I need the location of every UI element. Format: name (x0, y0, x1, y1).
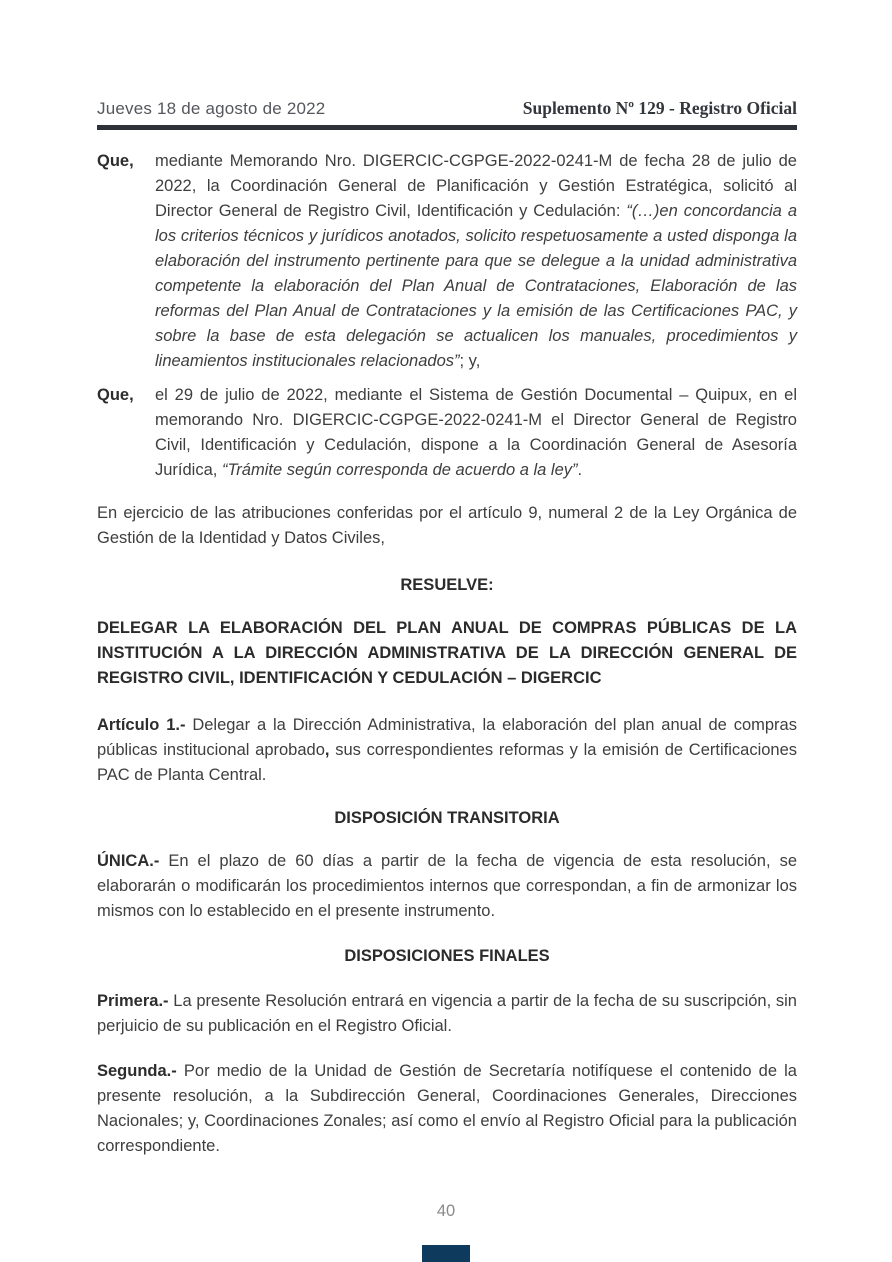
article-1-text-1: Delegar a la Dirección Administrativa, la elaboración del plan anual de compras públicas institucional aprobado (97, 716, 797, 759)
unica-text: En el plazo de 60 días a partir de la fecha de vigencia de esta resolución, se elaborarán o modificarán los procedimientos internos que correspondan, a fin de armonizar los mismos con lo establecido en el presente instrumento. (97, 852, 797, 920)
primera-label: Primera.- (97, 992, 169, 1010)
primera-text: La presente Resolución entrará en vigencia a partir de la fecha de su suscripción, sin perjuicio de su publicación en el Registro Oficial. (97, 992, 797, 1035)
whereas-1-label: Que, (97, 152, 134, 170)
header-date: Jueves 18 de agosto de 2022 (97, 99, 326, 118)
segunda-text: Por medio de la Unidad de Gestión de Secretaría notifíquese el contenido de la presente resolución, a la Subdirección General, Coordinaciones Generales, Direcciones Nacionales; y, Coordinaciones Zonales; así como el envío al Registro Oficial para la publicación correspondiente. (97, 1062, 797, 1155)
page-header (97, 98, 797, 130)
whereas-paragraph-2 (97, 383, 797, 483)
whereas-2-outro: . (577, 461, 583, 479)
whereas-1-intro: mediante Memorando Nro. DIGERCIC-CGPGE-2022-0241-M de fecha 28 de julio de 2022, la Coordinación General de Planificación y Gestión Estratégica, solicitó al Director General de Registro Civil, Identificación y Cedulación: (155, 152, 797, 220)
article-1-text-2: sus correspondientes reformas y la emisión de Certificaciones PAC de Planta Central. (97, 741, 798, 784)
delegation-title-paragraph: DELEGAR LA ELABORACIÓN DEL PLAN ANUAL DE COMPRAS PÚBLICAS DE LA INSTITUCIÓN A LA DIRECCIÓN ADMINISTRATIVA DE LA DIRECCIÓN GENERAL DE REGISTRO CIVIL, IDENTIFICACIÓN Y CEDULACIÓN – DIGERCIC (97, 619, 797, 687)
article-1-bold-comma: , (324, 741, 330, 759)
final-provisions-heading: DISPOSICIONES FINALES (344, 947, 550, 965)
document-body (97, 149, 797, 1159)
unica-label: ÚNICA.- (97, 852, 160, 870)
header-edition: Suplemento Nº 129 - Registro Oficial (522, 98, 797, 118)
primera-paragraph (97, 989, 797, 1039)
whereas-paragraph-1 (97, 149, 797, 374)
whereas-2-quote: “Trámite según corresponda de acuerdo a la ley” (221, 461, 578, 479)
whereas-1-outro: ; y, (459, 352, 481, 370)
article-1-label: Artículo 1.- (97, 716, 186, 734)
page-number: 40 (436, 1202, 456, 1220)
segunda-paragraph (97, 1059, 797, 1159)
resolve-heading: RESUELVE: (400, 576, 494, 594)
page-content (97, 98, 797, 1159)
article-1-paragraph (97, 713, 797, 788)
unica-paragraph (97, 849, 797, 924)
whereas-2-label: Que, (97, 386, 134, 404)
whereas-2-intro: el 29 de julio de 2022, mediante el Sistema de Gestión Documental – Quipux, en el memorando Nro. DIGERCIC-CGPGE-2022-0241-M el Director General de Registro Civil, Identificación y Cedulación, dispone a la Coordinación General de Asesoría Jurídica, (155, 386, 797, 479)
segunda-label: Segunda.- (97, 1062, 177, 1080)
preamble-paragraph: En ejercicio de las atribuciones conferidas por el artículo 9, numeral 2 de la Ley Orgánica de Gestión de la Identidad y Datos Civiles, (97, 504, 797, 547)
transitional-heading: DISPOSICIÓN TRANSITORIA (334, 809, 560, 827)
whereas-1-quote: “(…)en concordancia a los criterios técnicos y jurídicos anotados, solicito respetuosamente a usted disponga la elaboración del instrumento pertinente para que se delegue a la unidad administrativa competente la elaboración del Plan Anual de Contrataciones, Elaboración de las reformas del Plan Anual de Contrataciones y la emisión de las Certificaciones PAC, y sobre la base de esta delegación se actualicen los manuales, procedimientos y lineamientos institucionales relacionados” (155, 202, 797, 370)
footer-accent-bar (422, 1245, 470, 1262)
